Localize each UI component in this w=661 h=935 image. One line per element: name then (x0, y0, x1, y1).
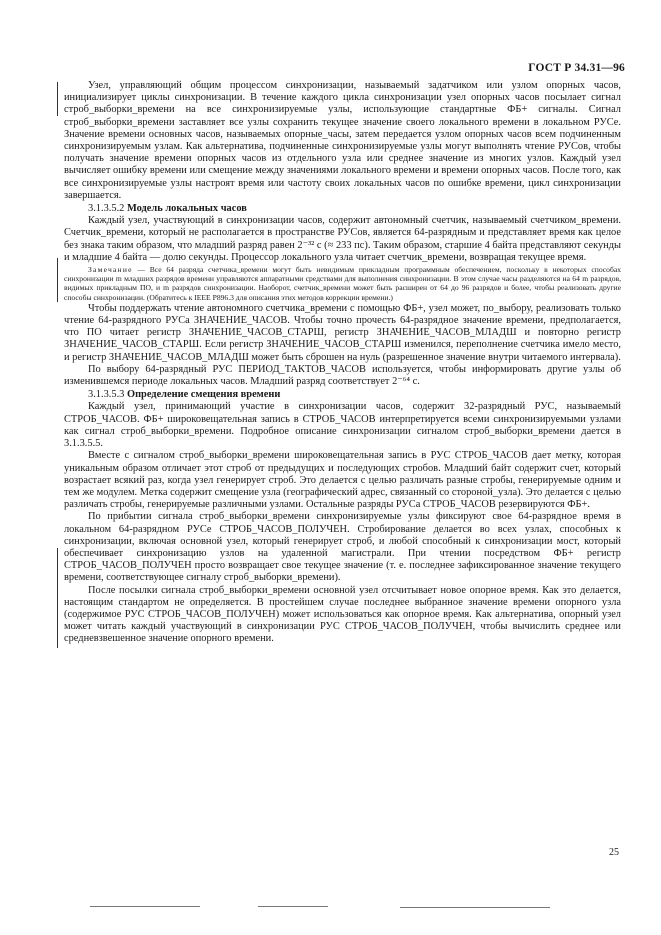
paragraph: Чтобы поддержать чтение автономного счетчика_времени с помощью ФБ+, узел может, по_выбору, реализовать только чтение 64-разрядного РУСа ЗНАЧЕНИЕ_ЧАСОВ. Чтобы точно прочесть 64-разрядное значение времени, предполагается, что ПО читает регистр ЗНАЧЕНИЕ_ЧАСОВ_СТАРШ, регистр ЗНАЧЕНИЕ_ЧАСОВ_МЛАДШ и повторно регистр ЗНАЧЕНИЕ_ЧАСОВ_СТАРШ. Если регистр ЗНАЧЕНИЕ_ЧАСОВ_СТАРШ изменился, переполнение счетчика имело место, и регистр ЗНАЧЕНИЕ_ЧАСОВ_МЛАДШ может быть сброшен на нуль (разрешенное значение внутри читаемого интервала). (64, 302, 621, 363)
revision-bar (57, 82, 58, 116)
paragraph: Вместе с сигналом строб_выборки_времени широковещательная запись в РУС СТРОБ_ЧАСОВ дает метку, которая уникальным образом отличает этот строб от предыдущих и последующих стробов. Младший байт содержит счет, который возрастает всякий раз, когда узел генерирует строб. Это делается с целью различать разные стробы, генерируемые одним и тем же модулем. Метка содержит смещение узла (географический адрес, связанный со стороной_узла). Это делается с целью различать стробы, генерируемые различными узлами. Остальные разряды РУСа СТРОБ_ЧАСОВ резервируются ФБ+. (64, 450, 621, 511)
revision-bar (57, 258, 58, 302)
page-header-standard: ГОСТ Р 34.31—96 (528, 62, 625, 74)
scan-artifact-line (258, 906, 328, 907)
note-label: Замечание (88, 265, 133, 275)
section-title: Определение смещения времени (126, 389, 281, 401)
paragraph: Каждый узел, участвующий в синхронизации часов, содержит автономный счетчик, называемый счетчиком_времени. Счетчик_времени, который не располагается в пространстве РУСов, является 64-разрядным и представляет время как целое без знака таким образом, что младший разряд равен 2⁻³² с (≈ 233 пс). Таким образом, старшие 4 байта представляют секунды и младшие 4 байта — долю секунды. Процессор локального узла читает счетчик_времени, возвращая текущее время. (64, 215, 621, 263)
revision-bar (57, 548, 58, 648)
section-number: 3.1.3.5.3 (88, 389, 125, 401)
note (64, 265, 621, 302)
paragraph: Узел, управляющий общим процессом синхронизации, называемый задатчиком или узлом опорных часов, инициализирует циклы синхронизации. В течение каждого цикла синхронизации узел опорных часов посылает сигнал строб_выборки_времени на все синхронизируемые узлы, использующие стандартные ФБ+ сигналы. Сигнал строб_выборки_времени заставляет все узлы сохранить текущее значение своего локального времени в локальном РУСе. Значение времени основных часов, называемых опорные_часы, затем передается узлом опорных часов всем подчиненным синхронизируемым узлам. Как альтернатива, подчиненные синхронизируемые узлы могут выполнять чтение РУСов, чтобы получать значение времени опорных часов из отдельного узла или среднее значение из многих узлов. Каждый узел вычисляет ошибку времени или смещение между значениями локального времени и времени опорных часов. После того, как все синхронизируемые узлы настроят время или частоту своих локальных часов по ошибке времени, цикл синхронизации завершается. (64, 80, 621, 201)
scan-artifact-line (90, 906, 200, 907)
page-number: 25 (609, 847, 619, 858)
paragraph: Каждый узел, принимающий участие в синхронизации часов, содержит 32-разрядный РУС, называемый СТРОБ_ЧАСОВ. ФБ+ широковещательная запись в СТРОБ_ЧАСОВ интерпретируется всеми синхронизируемыми узлами как сигнал строб_выборки_времени. Подробное описание синхронизации сигналом строб_выборки_времени дается в 3.1.3.5.5. (64, 401, 621, 450)
scan-artifact-line (400, 907, 550, 908)
section-heading (64, 203, 621, 215)
note-text: — Все 64 разряда счетчика_времени могут быть невидимым прикладным программным обеспечением, поскольку в некоторых способах синхронизации m младших разрядов времени управляются аппаратными средствами для выполнения синхронизации. В этом случае часы разделяются на 64 m разрядов, видимых прикладным ПО, и m разрядов синхронизации. Наоборот, счетчик_времени может быть расширен от 64 до 96 разрядов и более, чтобы реализовать другие способы синхронизации. (Обратитесь к IEEE P896.3 для описания этих методов коррекции времени.) (64, 265, 621, 302)
paragraph: После посылки сигнала строб_выборки_времени основной узел отсчитывает новое опорное время. Как это делается, настоящим стандартом не определяется. В простейшем случае последнее выбранное значение времени опорного узла (содержимое РУС СТРОБ_ЧАСОВ_ПОЛУЧЕН) может использоваться как опорное время. Как альтернатива, опорный узел может читать каждый участвующий в синхронизации РУС СТРОБ_ЧАСОВ_ПОЛУЧЕН, чтобы вычислить среднее или средневзвешенное значение опорного времени. (64, 584, 621, 645)
paragraph: По прибытии сигнала строб_выборки_времени синхронизируемые узлы фиксируют свое 64-разрядное время в локальном 64-разрядном РУСе СТРОБ_ЧАСОВ_ПОЛУЧЕН. Стробирование делается во всех узлах, способных к синхронизации, включая основной узел, который генерирует строб, и любой способный к синхронизации мост, который обеспечивает синхронизацию узлов на удаленной магистрали. При чтении посредством ФБ+ регистр СТРОБ_ЧАСОВ_ПОЛУЧЕН просто возвращает свое текущее значение (т. е. последнее зафиксированное значение текущего времени, соответствующее сигналу строб_выборки_времени). (64, 511, 621, 584)
section-title: Модель локальных часов (126, 203, 247, 215)
section-number: 3.1.3.5.2 (88, 203, 125, 215)
document-body (64, 80, 621, 646)
paragraph: По выбору 64-разрядный РУС ПЕРИОД_ТАКТОВ_ЧАСОВ используется, чтобы информировать другие узлы об изменившемся периоде локальных часов. Младший разряд соответствует 2⁻⁶⁴ с. (64, 363, 621, 388)
section-heading (64, 389, 621, 401)
